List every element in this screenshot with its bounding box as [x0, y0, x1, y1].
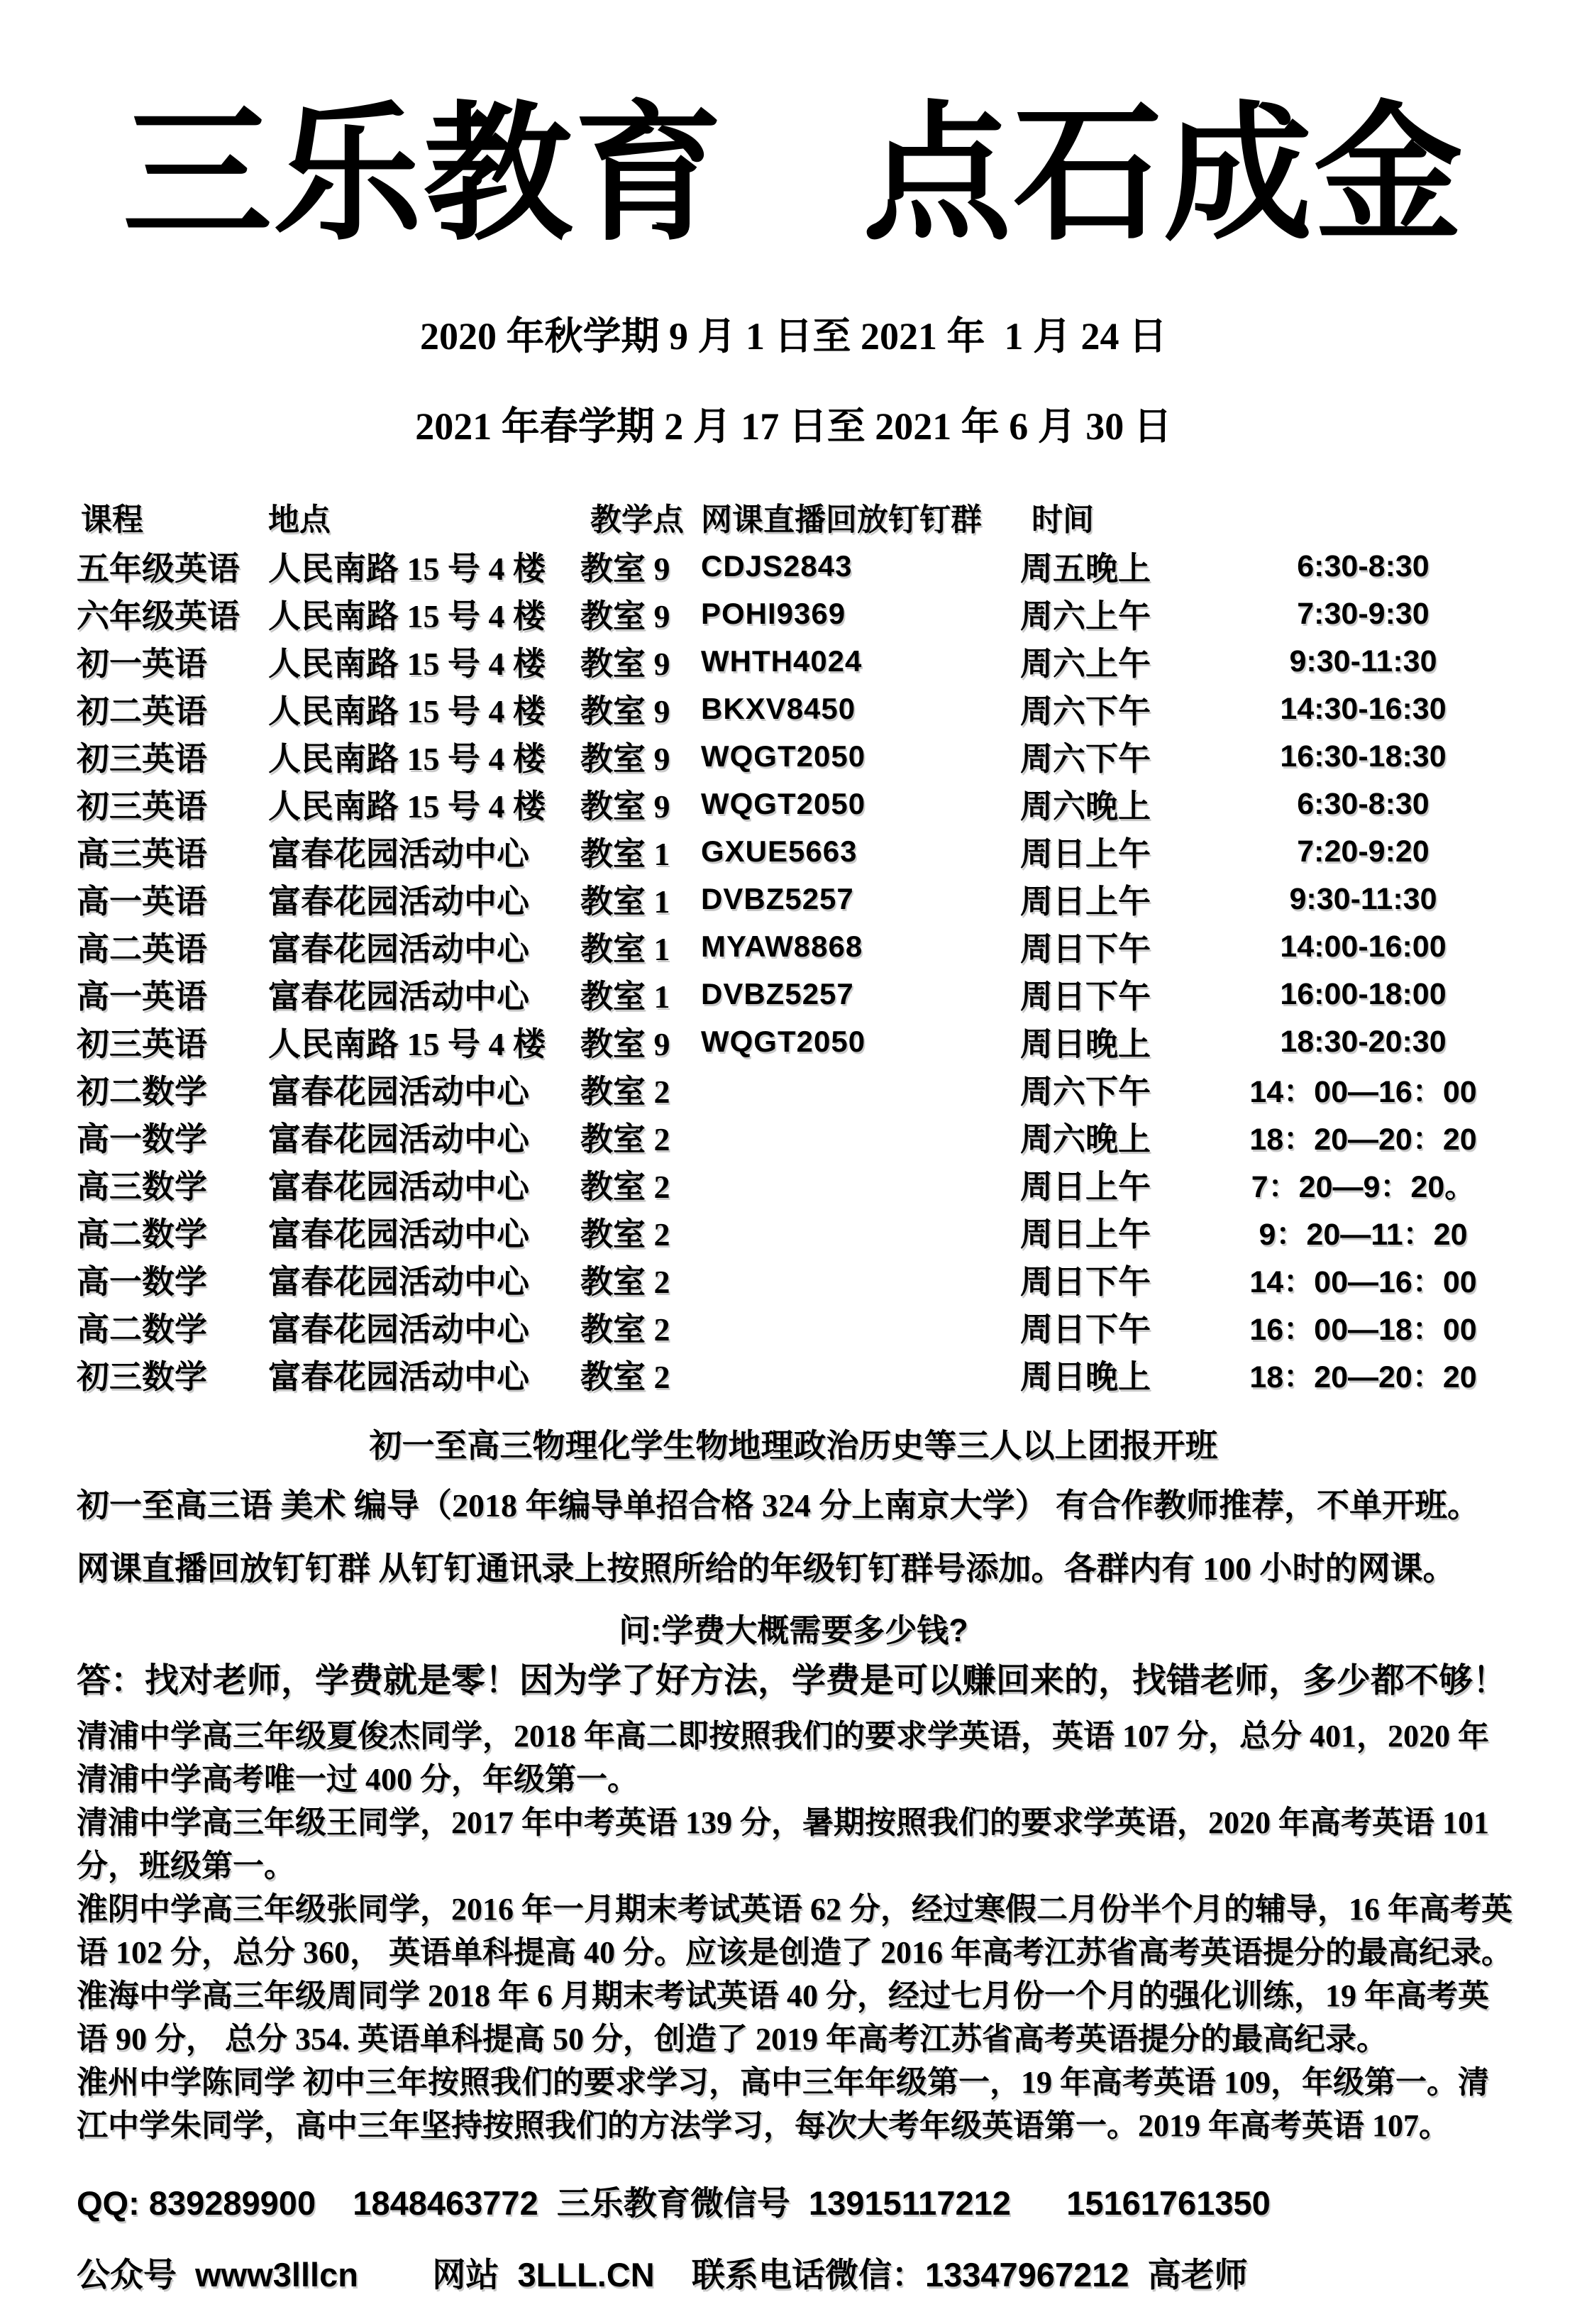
note-dingtalk: 网课直播回放钉钉群 从钉钉通讯录上按照所给的年级钉钉群号添加。各群内有 100 小时的网课。	[77, 1550, 1456, 1587]
cell-course: 高三数学	[77, 1169, 207, 1206]
table-row	[77, 1351, 1510, 1399]
cell-location: 人民南路 15 号 4 楼	[268, 741, 546, 778]
cell-dingtalk-group-code: DVBZ5257	[701, 882, 854, 916]
course-table	[77, 490, 1510, 1399]
cell-dingtalk-group-code: DVBZ5257	[701, 977, 854, 1011]
cell-day: 周日下午	[1020, 1264, 1151, 1301]
page-title: 三乐教育 点石成金	[122, 86, 1465, 261]
cell-time: 6:30-8:30	[1297, 786, 1430, 821]
cell-location: 富春花园活动中心	[268, 1121, 529, 1158]
cell-classroom: 教室 9	[580, 598, 670, 635]
footer-contact-line: 公众号 www3lllcn 网站 3LLL.CN 联系电话微信：13347967212 高老师	[77, 2256, 1248, 2294]
cell-time: 18：20—20：20	[1249, 1360, 1477, 1394]
cell-classroom: 教室 2	[580, 1169, 670, 1206]
testimonial-paragraph: 淮州中学陈同学 初中三年按照我们的要求学习，高中三年年级第一，19 年高考英语 109，年级第一。清江中学朱同学，高中三年坚持按照我们的方法学习，每次大考年级英语第一。2019 年高考英语 107。	[77, 2065, 1489, 2144]
table-row	[77, 1304, 1510, 1351]
cell-location: 富春花园活动中心	[268, 883, 529, 920]
cell-classroom: 教室 2	[580, 1121, 670, 1158]
cell-course: 初三英语	[77, 788, 207, 825]
table-row	[77, 1113, 1510, 1161]
cell-classroom: 教室 9	[580, 788, 670, 825]
cell-dingtalk-group-code: POHI9369	[701, 597, 846, 631]
cell-time: 9:30-11:30	[1289, 644, 1437, 678]
cell-day: 周六下午	[1020, 693, 1151, 730]
cell-classroom: 教室 2	[580, 1311, 670, 1348]
cell-time: 18:30-20:30	[1280, 1024, 1447, 1059]
cell-course: 五年级英语	[77, 551, 240, 588]
cell-location: 富春花园活动中心	[268, 1074, 529, 1111]
table-row	[77, 1018, 1510, 1066]
cell-time: 9：20—11：20	[1259, 1217, 1468, 1252]
cell-time: 7:30-9:30	[1297, 596, 1430, 631]
cell-dingtalk-group-code: CDJS2843	[701, 549, 853, 583]
cell-course: 高一数学	[77, 1264, 207, 1301]
table-row	[77, 1066, 1510, 1113]
table-row	[77, 638, 1510, 685]
table-row	[77, 1208, 1510, 1256]
cell-course: 高一英语	[77, 979, 207, 1015]
table-row	[77, 590, 1510, 638]
cell-dingtalk-group-code: WQGT2050	[701, 787, 866, 821]
cell-course: 初三英语	[77, 741, 207, 778]
autumn-semester-dates: 2020 年秋学期 9 月 1 日至 2021 年 1 月 24 日	[420, 315, 1167, 358]
cell-day: 周日上午	[1020, 836, 1151, 873]
cell-location: 人民南路 15 号 4 楼	[268, 1026, 546, 1063]
cell-day: 周六上午	[1020, 598, 1151, 635]
cell-course: 初一英语	[77, 646, 207, 683]
cell-classroom: 教室 1	[580, 883, 670, 920]
cell-location: 富春花园活动中心	[268, 1311, 529, 1348]
cell-classroom: 教室 2	[580, 1216, 670, 1253]
cell-location: 富春花园活动中心	[268, 1216, 529, 1253]
cell-classroom: 教室 9	[580, 1026, 670, 1063]
cell-day: 周六上午	[1020, 646, 1151, 683]
cell-course: 高一数学	[77, 1121, 207, 1158]
spring-semester-dates: 2021 年春学期 2 月 17 日至 2021 年 6 月 30 日	[415, 404, 1172, 448]
header-teaching-point: 教学点	[590, 502, 684, 537]
cell-day: 周六下午	[1020, 741, 1151, 778]
cell-dingtalk-group-code: GXUE5663	[701, 835, 858, 869]
semester-dates	[0, 292, 1587, 472]
testimonial-paragraph: 淮阴中学高三年级张同学，2016 年一月期末考试英语 62 分，经过寒假二月份半个月的辅导，16 年高考英语 102 分，总分 360， 英语单科提高 40 分。应该是创造了 2016 年高考江苏省高考英语提分的最高纪录。	[77, 1892, 1513, 1971]
cell-course: 初三数学	[77, 1359, 207, 1396]
table-row	[77, 1256, 1510, 1304]
flyer-page	[0, 77, 1587, 2324]
cell-location: 人民南路 15 号 4 楼	[268, 646, 546, 683]
cell-location: 富春花园活动中心	[268, 836, 529, 873]
cell-course: 六年级英语	[77, 598, 240, 635]
cell-dingtalk-group-code: BKXV8450	[701, 692, 856, 726]
header-dingtalk-group: 网课直播回放钉钉群	[701, 502, 982, 537]
cell-time: 7:20-9:20	[1297, 834, 1430, 869]
cell-classroom: 教室 9	[580, 646, 670, 683]
cell-location: 人民南路 15 号 4 楼	[268, 551, 546, 588]
footer-qq-line: QQ: 839289900 1848463772 三乐教育微信号 13915117212 15161761350	[77, 2184, 1271, 2223]
header-location: 地点	[268, 502, 331, 537]
testimonial-paragraph: 清浦中学高三年级夏俊杰同学，2018 年高二即按照我们的要求学英语，英语 107 分，总分 401，2020 年清浦中学高考唯一过 400 分，年级第一。	[77, 1719, 1489, 1797]
table-row	[77, 828, 1510, 876]
cell-location: 富春花园活动中心	[268, 1359, 529, 1396]
cell-course: 高二英语	[77, 931, 207, 968]
cell-course: 高二数学	[77, 1216, 207, 1253]
table-row	[77, 543, 1510, 590]
cell-time: 7：20—9：20。	[1251, 1169, 1476, 1204]
note-art-class: 初一至高三语 美术 编导（2018 年编导单招合格 324 分上南京大学） 有合作教师推荐，不单开班。	[77, 1487, 1480, 1524]
cell-classroom: 教室 9	[580, 741, 670, 778]
cell-course: 高一英语	[77, 883, 207, 920]
cell-day: 周日下午	[1020, 979, 1151, 1015]
cell-classroom: 教室 9	[580, 551, 670, 588]
cell-course: 初三英语	[77, 1026, 207, 1063]
course-table-body	[77, 543, 1510, 1399]
cell-time: 14:30-16:30	[1280, 691, 1447, 726]
header-course: 课程	[81, 502, 143, 537]
cell-time: 6:30-8:30	[1297, 549, 1430, 583]
qa-question: 问:学费大概需要多少钱?	[619, 1612, 968, 1648]
testimonials	[77, 1714, 1513, 2147]
cell-day: 周六晚上	[1020, 788, 1151, 825]
cell-time: 9:30-11:30	[1289, 881, 1437, 916]
cell-day: 周五晚上	[1020, 551, 1151, 588]
cell-time: 14：00—16：00	[1249, 1074, 1477, 1109]
cell-classroom: 教室 1	[580, 836, 670, 873]
cell-time: 16:00-18:00	[1280, 976, 1447, 1011]
cell-location: 人民南路 15 号 4 楼	[268, 598, 546, 635]
qa-answer: 答：找对老师，学费就是零！因为学了好方法，学费是可以赚回来的，找错老师，多少都不够！	[77, 1661, 1508, 1700]
cell-course: 高三英语	[77, 836, 207, 873]
cell-time: 16:30-18:30	[1280, 739, 1447, 773]
testimonial-paragraph: 淮海中学高三年级周同学 2018 年 6 月期末考试英语 40 分，经过七月份一个月的强化训练，19 年高考英语 90 分， 总分 354. 英语单科提高 50 分，创造了 2019 年高考江苏省高考英语提分的最高纪录。	[77, 1978, 1489, 2057]
note-group-class: 初一至高三物理化学生物地理政治历史等三人以上团报开班	[369, 1427, 1218, 1464]
cell-time: 14：00—16：00	[1249, 1265, 1477, 1299]
table-row	[77, 971, 1510, 1018]
table-row	[77, 923, 1510, 971]
cell-time: 14:00-16:00	[1280, 929, 1447, 964]
header-time: 时间	[1032, 502, 1094, 537]
cell-day: 周日下午	[1020, 1311, 1151, 1348]
cell-day: 周日下午	[1020, 931, 1151, 968]
cell-dingtalk-group-code: WQGT2050	[701, 739, 866, 773]
cell-classroom: 教室 1	[580, 979, 670, 1015]
cell-location: 人民南路 15 号 4 楼	[268, 788, 546, 825]
cell-classroom: 教室 2	[580, 1074, 670, 1111]
cell-location: 富春花园活动中心	[268, 979, 529, 1015]
testimonial-paragraph: 清浦中学高三年级王同学，2017 年中考英语 139 分，暑期按照我们的要求学英语，2020 年高考英语 101 分，班级第一。	[77, 1805, 1489, 1884]
cell-location: 富春花园活动中心	[268, 931, 529, 968]
cell-time: 16：00—18：00	[1249, 1312, 1477, 1347]
cell-course: 高二数学	[77, 1311, 207, 1348]
table-row	[77, 1161, 1510, 1208]
cell-dingtalk-group-code: MYAW8868	[701, 930, 863, 964]
cell-location: 人民南路 15 号 4 楼	[268, 693, 546, 730]
cell-course: 初二英语	[77, 693, 207, 730]
cell-location: 富春花园活动中心	[268, 1264, 529, 1301]
cell-classroom: 教室 9	[580, 693, 670, 730]
cell-day: 周六下午	[1020, 1074, 1151, 1111]
cell-time: 18：20—20：20	[1249, 1122, 1477, 1157]
cell-classroom: 教室 2	[580, 1359, 670, 1396]
course-table-header	[77, 490, 1510, 543]
cell-dingtalk-group-code: WQGT2050	[701, 1025, 866, 1059]
cell-location: 富春花园活动中心	[268, 1169, 529, 1206]
table-row	[77, 733, 1510, 781]
table-row	[77, 781, 1510, 828]
cell-day: 周日上午	[1020, 883, 1151, 920]
table-row	[77, 876, 1510, 923]
cell-day: 周日晚上	[1020, 1026, 1151, 1063]
cell-dingtalk-group-code: WHTH4024	[701, 644, 863, 678]
cell-day: 周日上午	[1020, 1216, 1151, 1253]
cell-classroom: 教室 2	[580, 1264, 670, 1301]
cell-day: 周日晚上	[1020, 1359, 1151, 1396]
table-row	[77, 685, 1510, 733]
cell-classroom: 教室 1	[580, 931, 670, 968]
cell-day: 周六晚上	[1020, 1121, 1151, 1158]
cell-day: 周日上午	[1020, 1169, 1151, 1206]
cell-course: 初二数学	[77, 1074, 207, 1111]
